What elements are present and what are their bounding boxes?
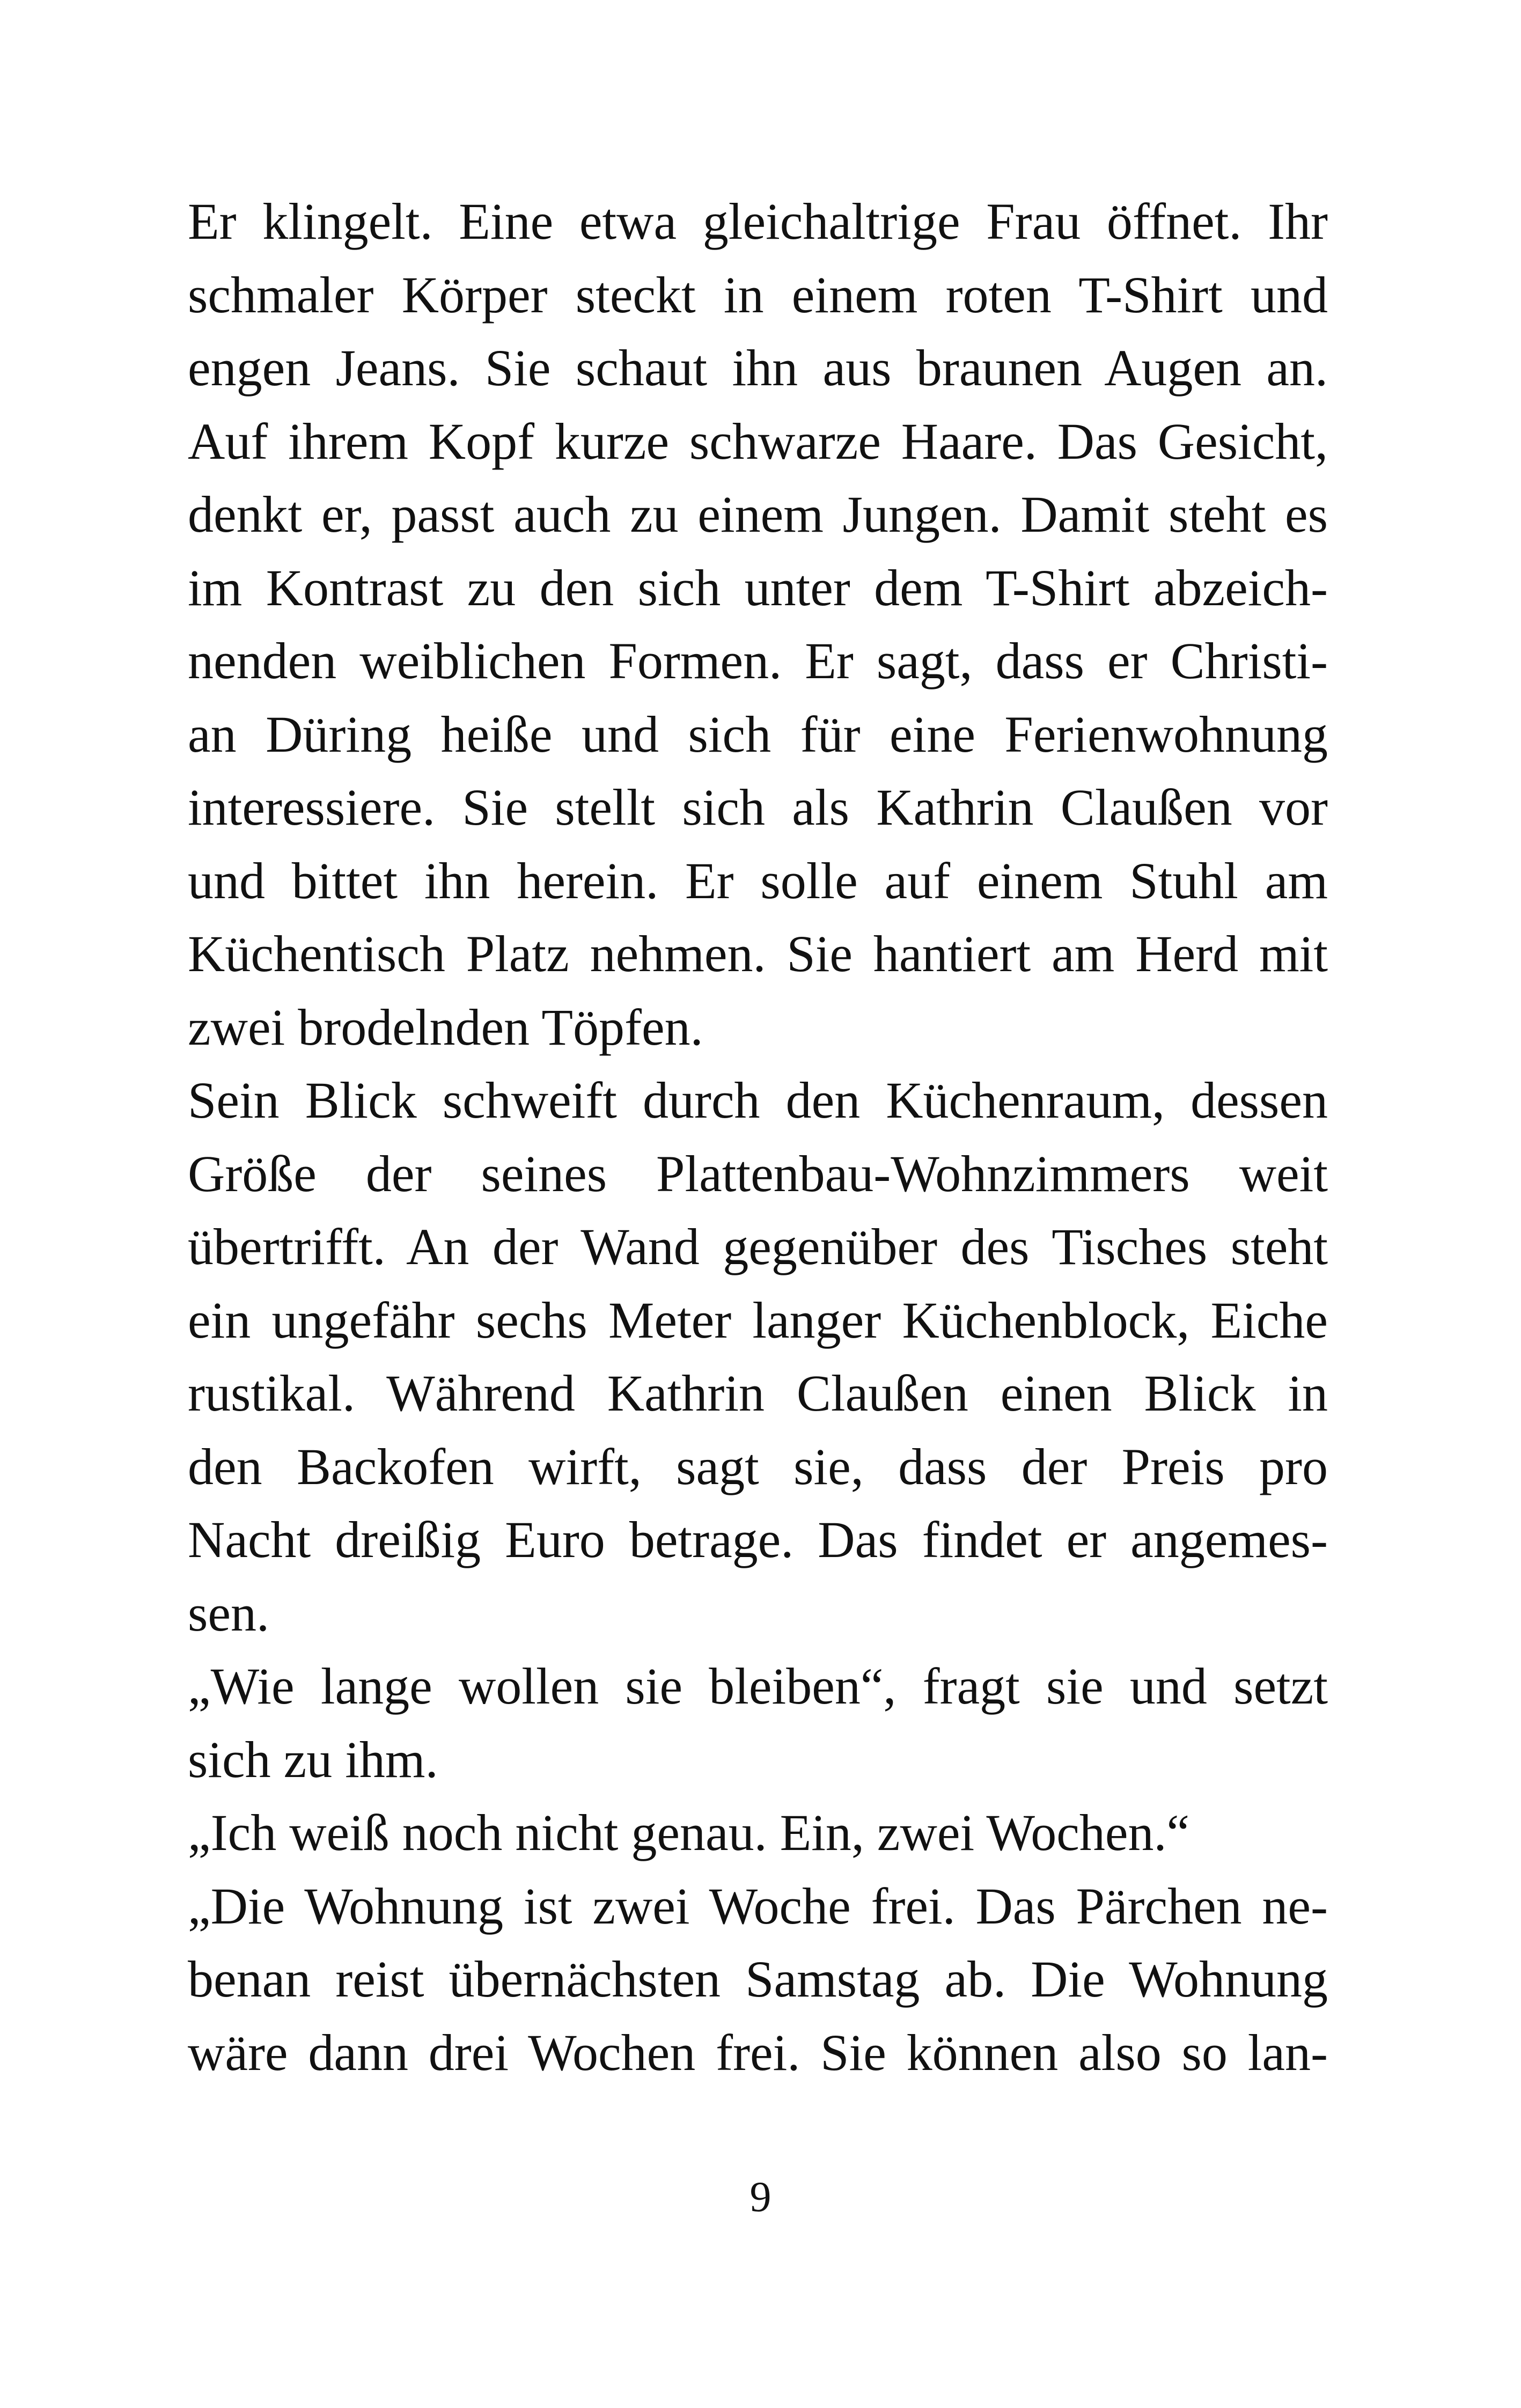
text-line: und bittet ihn herein. Er solle auf einem Stuhl am (188, 851, 1328, 909)
text-line: denkt er, passt auch zu einem Jungen. Damit steht es (188, 486, 1328, 543)
text-line: „Wie lange wollen sie bleiben“, fragt sie und setzt (188, 1657, 1328, 1715)
text-line: nenden weiblichen Formen. Er sagt, dass er Christi- (188, 632, 1328, 689)
text-line: sich zu ihm. (188, 1730, 438, 1788)
text-line: „Die Wohnung ist zwei Woche frei. Das Pärchen ne- (188, 1877, 1328, 1935)
text-line: den Backofen wirft, sagt sie, dass der Preis pro (188, 1437, 1328, 1495)
text-line: „Ich weiß noch nicht genau. Ein, zwei Wochen.“ (188, 1804, 1190, 1861)
text-line: ein ungefähr sechs Meter langer Küchenblock, Eiche (188, 1291, 1328, 1349)
text-line: Sein Blick schweift durch den Küchenraum, dessen (188, 1071, 1328, 1129)
text-line: zwei brodelnden Töpfen. (188, 998, 703, 1056)
text-line: Größe der seines Plattenbau-Wohnzimmers weit (188, 1144, 1328, 1202)
text-line: sen. (188, 1584, 269, 1642)
text-line: Auf ihrem Kopf kurze schwarze Haare. Das Gesicht, (188, 412, 1328, 470)
text-line: engen Jeans. Sie schaut ihn aus braunen Augen an. (188, 339, 1328, 397)
text-line: Nacht dreißig Euro betrage. Das findet er angemes- (188, 1511, 1328, 1568)
page-number: 9 (750, 2174, 771, 2221)
body-text (188, 185, 1328, 2089)
text-line: im Kontrast zu den sich unter dem T-Shirt abzeich- (188, 559, 1328, 616)
text-line: an Düring heiße und sich für eine Ferienwohnung (188, 705, 1328, 763)
text-line: Er klingelt. Eine etwa gleichaltrige Frau öffnet. Ihr (188, 193, 1328, 250)
text-line: benan reist übernächsten Samstag ab. Die Wohnung (188, 1950, 1328, 2008)
text-line: Küchentisch Platz nehmen. Sie hantiert am Herd mit (188, 925, 1328, 982)
text-line: schmaler Körper steckt in einem roten T-Shirt und (188, 266, 1328, 324)
text-line: übertrifft. An der Wand gegenüber des Tisches steht (188, 1218, 1328, 1275)
text-line: rustikal. Während Kathrin Claußen einen Blick in (188, 1364, 1328, 1422)
text-line: wäre dann drei Wochen frei. Sie können also so lan- (188, 2023, 1328, 2081)
text-line: interessiere. Sie stellt sich als Kathrin Claußen vor (188, 779, 1328, 836)
